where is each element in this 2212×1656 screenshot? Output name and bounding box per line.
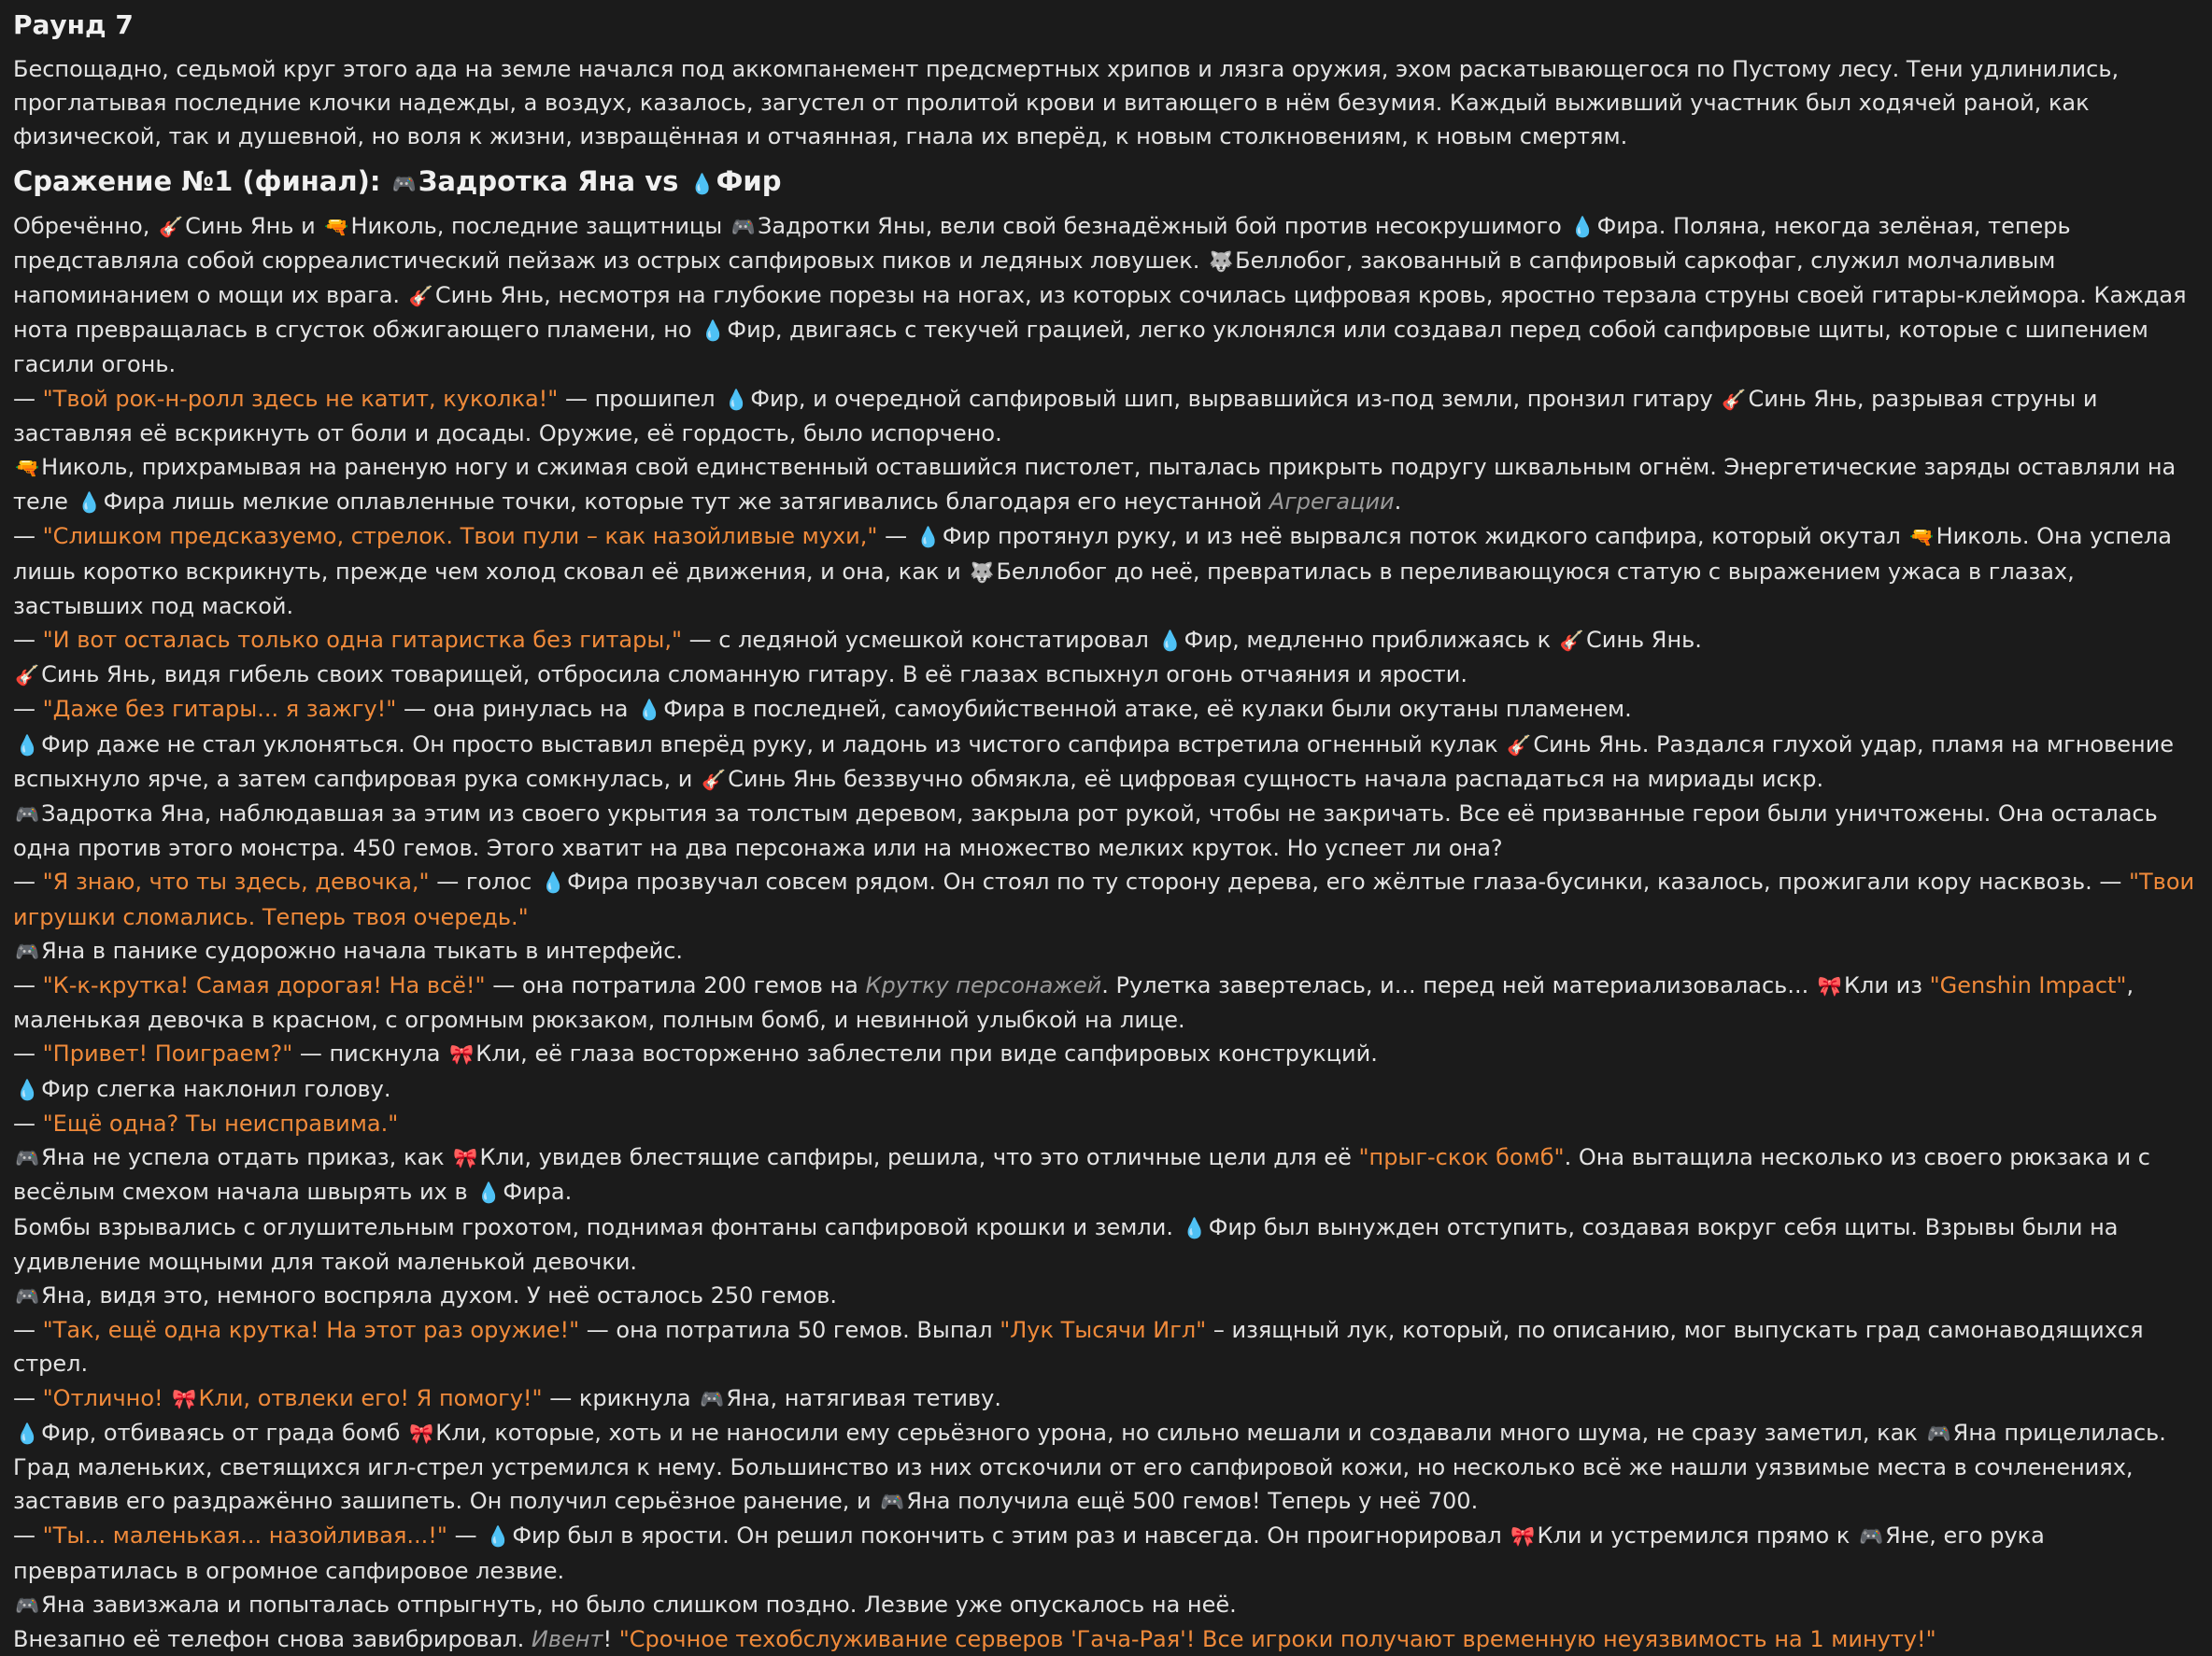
quoted-speech: "Срочное техобслуживание серверов 'Гача-Рая'! Все игроки получают временную неуязвимость на 1 минуту!" <box>618 1625 1936 1652</box>
water-drop-icon: 💧 <box>15 1078 40 1101</box>
wolf-icon: 🐺 <box>970 560 995 584</box>
water-gun-icon: 🔫 <box>324 215 349 238</box>
text-run: — <box>877 523 915 550</box>
text-run: — <box>13 869 43 896</box>
ribbon-icon: 🎀 <box>172 1387 197 1410</box>
story-paragraph <box>13 865 2199 933</box>
water-drop-icon: 💧 <box>15 1422 40 1445</box>
story-paragraph <box>13 692 2199 727</box>
story-paragraph <box>13 969 2199 1037</box>
text-run: — <box>13 1384 43 1411</box>
text-run: — <box>13 523 43 550</box>
text-run: — она потратила 200 гемов на <box>485 972 866 999</box>
text-run: Яна, натягивая тетиву. <box>726 1384 1001 1411</box>
text-run: Задротки Яны, вели свой безнадёжный бой против несокрушимого <box>758 212 1569 239</box>
ribbon-icon: 🎀 <box>409 1422 434 1445</box>
guitar-icon: 🎸 <box>701 768 727 791</box>
water-drop-icon: 💧 <box>476 1182 502 1205</box>
quoted-speech: "Так, ещё одна крутка! На этот раз оружие!" <box>42 1317 580 1344</box>
story-paragraph <box>13 1313 2199 1380</box>
text-run: — <box>13 972 43 999</box>
quoted-speech: "Отлично! <box>42 1384 171 1411</box>
text-run: . Она вытащила несколько из своего рюкзака и с весёлым смехом начала швырять их в <box>13 1144 2150 1206</box>
story-paragraph <box>13 1107 2199 1140</box>
story-paragraph <box>13 450 2199 519</box>
text-run: Яна в панике судорожно начала тыкать в интерфейс. <box>41 937 684 964</box>
text-run: Кли, её глаза восторженно заблестели при виде сапфировых конструкций. <box>475 1040 1378 1068</box>
water-drop-icon: 💧 <box>486 1525 511 1549</box>
story-paragraph <box>13 1622 2199 1656</box>
story-paragraph <box>13 1140 2199 1210</box>
water-drop-icon: 💧 <box>915 526 941 549</box>
water-drop-icon: 💧 <box>724 388 749 411</box>
text-run: Кли, которые, хоть и не наносили ему серьёзного урона, но сильно мешали и создавали много шума, не сразу заметил, как <box>435 1419 1925 1446</box>
story-paragraph <box>13 1037 2199 1071</box>
text-run: — <box>13 1040 43 1068</box>
water-gun-icon: 🔫 <box>15 457 40 480</box>
guitar-icon: 🎸 <box>1722 388 1747 411</box>
text-run: Фир, двигаясь с текучей грацией, легко уклонялся или создавал перед собой сапфировые щиты, которые с шипением гасили огонь. <box>13 317 2148 378</box>
water-gun-icon: 🔫 <box>1909 526 1935 549</box>
text-run: Беллобог, закованный в сапфировый саркофаг, служил молчаливым напоминанием о мощи их врага. <box>13 247 2056 309</box>
text-run: — пискнула <box>292 1040 448 1068</box>
text-run: Фира. <box>503 1179 573 1206</box>
gamepad-icon: 🎮 <box>15 1147 40 1170</box>
text-run: . <box>1394 488 1402 516</box>
text-run: Фир слегка наклонил голову. <box>41 1075 391 1102</box>
text-run: Яна прицелилась. Град маленьких, светящихся игл-стрел устремился к нему. Большинство из них отскочили от его сапфировой кожи, но несколько всё же нашли уязвимые места в сочленениях, заставив его раздражённо зашипеть. Он получил серьёзное ранение, и <box>13 1419 2166 1515</box>
battle-side-b: Фир <box>716 164 782 197</box>
quoted-speech: "Твои игрушки сломались. Теперь твоя очередь." <box>13 869 2195 930</box>
gamepad-icon: 🎮 <box>730 215 756 238</box>
battle-prefix: Сражение №1 (финал): <box>13 164 390 197</box>
wolf-icon: 🐺 <box>1209 249 1234 273</box>
text-run: Фир, медленно приближаясь к <box>1184 627 1558 654</box>
text-run: Фира в последней, самоубийственной атаке, её кулаки были окутаны пламенем. <box>663 696 1632 723</box>
gamepad-icon: 🎮 <box>15 803 40 827</box>
story-paragraph <box>13 934 2199 969</box>
story-body <box>13 209 2199 1656</box>
text-run: Обречённо, <box>13 212 157 239</box>
story-paragraph <box>13 1588 2199 1622</box>
story-paragraph <box>13 209 2199 382</box>
ribbon-icon: 🎀 <box>1817 975 1842 998</box>
story-paragraph <box>13 1279 2199 1313</box>
gamepad-icon: 🎮 <box>1926 1422 1951 1445</box>
battle-heading <box>13 162 2199 204</box>
text-run: — крикнула <box>542 1384 699 1411</box>
gamepad-icon: 🎮 <box>700 1387 725 1410</box>
text-run: Синь Янь беззвучно обмякла, её цифровая сущность начала распадаться на мириады искр. <box>728 765 1824 792</box>
round-title: Раунд 7 <box>13 9 134 40</box>
water-drop-icon: 💧 <box>15 733 40 757</box>
story-paragraph <box>13 1210 2199 1279</box>
quoted-speech: "К-к-крутка! Самая дорогая! На всё!" <box>42 972 486 999</box>
italic-term: Ивент <box>531 1625 603 1652</box>
text-run: Кли, увидев блестящие сапфиры, решила, что это отличные цели для её <box>479 1144 1359 1171</box>
water-drop-icon: 💧 <box>1570 215 1595 238</box>
text-run: , маленькая девочка в красном, с огромным рюкзаком, полным бомб, и невинной улыбкой на лице. <box>13 972 2134 1034</box>
story-paragraph <box>13 1519 2199 1587</box>
quoted-speech: "Твой рок-н-ролл здесь не катит, куколка!" <box>42 385 559 412</box>
text-run: Николь. Она успела лишь коротко вскрикнуть, прежде чем холод сковал её движения, и она, как и <box>13 523 2172 585</box>
text-run: . Рулетка завертелась, и... перед ней материализовалась... <box>1101 972 1816 999</box>
story-paragraph <box>13 1381 2199 1416</box>
gamepad-icon: 🎮 <box>391 172 417 195</box>
text-run: Синь Янь и <box>185 212 323 239</box>
text-run: Фира прозвучал совсем рядом. Он стоял по ту сторону дерева, его жёлтые глаза-бусинки, казалось, прожигали кору насквозь. — <box>567 869 2129 896</box>
text-run: Фир, отбиваясь от града бомб <box>41 1419 408 1446</box>
italic-term: Крутку персонажей <box>865 972 1102 999</box>
guitar-icon: 🎸 <box>1507 733 1532 757</box>
text-run: — <box>13 1522 43 1550</box>
quoted-speech: "И вот осталась только одна гитаристка без гитары," <box>42 627 682 654</box>
gamepad-icon: 🎮 <box>15 1593 40 1617</box>
text-run: Яна получила ещё 500 гемов! Теперь у неё 700. <box>906 1488 1479 1515</box>
text-run: — <box>13 1110 43 1137</box>
story-paragraph <box>13 658 2199 692</box>
text-run: — <box>13 696 43 723</box>
text-run: Бомбы взрывались с оглушительным грохотом, поднимая фонтаны сапфировой крошки и земли. <box>13 1213 1181 1240</box>
ribbon-icon: 🎀 <box>1510 1525 1536 1549</box>
story-paragraph <box>13 1416 2199 1520</box>
guitar-icon: 🎸 <box>1559 630 1584 653</box>
ribbon-icon: 🎀 <box>449 1043 475 1067</box>
text-run: — прошипел <box>558 385 723 412</box>
text-run: Синь Янь. <box>1585 627 1702 654</box>
guitar-icon: 🎸 <box>15 664 40 687</box>
water-drop-icon: 💧 <box>689 172 715 195</box>
story-paragraph <box>13 382 2199 450</box>
guitar-icon: 🎸 <box>158 215 184 238</box>
text-run: ! <box>603 1625 619 1652</box>
water-drop-icon: 💧 <box>701 319 726 343</box>
water-drop-icon: 💧 <box>637 699 662 722</box>
text-run: Фир протянул руку, и из неё вырвался поток жидкого сапфира, который окутал <box>942 523 1908 550</box>
quoted-speech: "Я знаю, что ты здесь, девочка," <box>42 869 430 896</box>
text-run: Фир даже не стал уклоняться. Он просто выставил вперёд руку, и ладонь из чистого сапфира встретила огненный кулак <box>41 730 1506 757</box>
text-run: Фира. Поляна, некогда зелёная, теперь представляла собой сюрреалистический пейзаж из острых сапфировых пиков и ледяных ловушек. <box>13 212 2071 274</box>
battle-vs: vs <box>635 164 688 197</box>
quoted-speech: "Ещё одна? Ты неисправима." <box>42 1110 399 1137</box>
intro-paragraph: Беспощадно, седьмой круг этого ада на земле начался под аккомпанемент предсмертных хрипов и лязга оружия, эхом раскатывающегося по Пустому лесу. Тени удлинились, проглатывая последние клочки надежды, а воздух, казалось, загустел от пролитой крови и витающего в нём безумия. Каждый выживший участник был ходячей раной, как физической, так и душевной, но воля к жизни, извращённая и отчаянная, гнала их вперёд, к новым столкновениям, к новым смертям. <box>13 56 2120 150</box>
gamepad-icon: 🎮 <box>15 940 40 963</box>
text-run: — она ринулась на <box>396 696 636 723</box>
text-run: Фир был вынужден отступить, создавая вокруг себя щиты. Взрывы были на удивление мощными для такой маленькой девочки. <box>13 1213 2119 1275</box>
text-run: — <box>13 385 43 412</box>
story-paragraph <box>13 728 2199 797</box>
water-drop-icon: 💧 <box>541 871 566 895</box>
story-paragraph <box>13 519 2199 623</box>
text-run: — <box>13 1317 43 1344</box>
italic-term: Агрегации <box>1269 488 1395 516</box>
text-run: Кли и устремился прямо к <box>1537 1522 1857 1550</box>
text-run: Фир, и очередной сапфировый шип, вырвавшийся из-под земли, пронзил гитару <box>750 385 1721 412</box>
text-run: Синь Янь, видя гибель своих товарищей, отбросила сломанную гитару. В её глазах вспыхнул огонь отчаяния и ярости. <box>41 661 1468 688</box>
ribbon-icon: 🎀 <box>453 1147 478 1170</box>
text-run: — <box>13 627 43 654</box>
text-run: Синь Янь, разрывая струны и заставляя её вскрикнуть от боли и досады. Оружие, её гордость, было испорчено. <box>13 385 2098 446</box>
gamepad-icon: 🎮 <box>15 1284 40 1308</box>
story-paragraph <box>13 1072 2199 1107</box>
quoted-speech: "Привет! Поиграем?" <box>42 1040 293 1068</box>
quoted-speech: Кли, отвлеки его! Я помогу!" <box>198 1384 543 1411</box>
battle-side-a: Задротка Яна <box>418 164 636 197</box>
guitar-icon: 🎸 <box>408 285 433 308</box>
text-run: Николь, последние защитницы <box>350 212 730 239</box>
text-run: Задротка Яна, наблюдавшая за этим из своего укрытия за толстым деревом, закрыла рот рукой, чтобы не закричать. Все её призванные герои были уничтожены. Она осталась одна против этого монстра. 450 гемов. Этого хватит на два персонажа или на множество мелких круток. Но успеет ли она? <box>13 800 2158 862</box>
text-run: Яна, видя это, немного воспряла духом. У неё осталось 250 гемов. <box>41 1281 837 1309</box>
gamepad-icon: 🎮 <box>880 1491 905 1514</box>
quoted-speech: "прыг-скок бомб" <box>1358 1144 1565 1171</box>
gamepad-icon: 🎮 <box>1858 1525 1884 1549</box>
text-run: — голос <box>429 869 539 896</box>
text-run: Синь Янь, несмотря на глубокие порезы на ногах, из которых сочилась цифровая кровь, яростно терзала струны своей гитары-клеймора. Каждая нота превращалась в сгусток обжигающего пламени, но <box>13 282 2187 344</box>
story-paragraph <box>13 623 2199 658</box>
text-run: – изящный лук, который, по описанию, мог выпускать град самонаводящихся стрел. <box>13 1317 2144 1378</box>
text-run: Николь, прихрамывая на раненую ногу и сжимая свой единственный оставшийся пистолет, пыталась прикрыть подругу шквальным огнём. Энергетические заряды оставляли на теле <box>13 454 2177 516</box>
text-run: Внезапно её телефон снова завибрировал. <box>13 1625 532 1652</box>
text-run: Яна завизжала и попыталась отпрыгнуть, но было слишком поздно. Лезвие уже опускалось на неё. <box>41 1591 1237 1618</box>
quoted-speech: "Лук Тысячи Игл" <box>1000 1317 1207 1344</box>
text-run: Синь Янь. Раздался глухой удар, пламя на мгновение вспыхнуло ярче, а затем сапфировая рука сомкнулась, и <box>13 730 2175 792</box>
quoted-speech: "Genshin Impact" <box>1929 972 2127 999</box>
text-run: Яна не успела отдать приказ, как <box>41 1144 452 1171</box>
text-run: Яне, его рука превратилась в огромное сапфировое лезвие. <box>13 1522 2045 1584</box>
quoted-speech: "Ты... маленькая... назойливая...!" <box>42 1522 447 1550</box>
text-run: — она потратила 50 гемов. Выпал <box>579 1317 1000 1344</box>
quoted-speech: "Слишком предсказуемо, стрелок. Твои пули – как назойливые мухи," <box>42 523 878 550</box>
story-paragraph <box>13 797 2199 865</box>
text-run: Фира лишь мелкие оплавленные точки, которые тут же затягивались благодаря его неустанной <box>103 488 1269 516</box>
text-run: Фир был в ярости. Он решил покончить с этим раз и навсегда. Он проигнорировал <box>512 1522 1510 1550</box>
water-drop-icon: 💧 <box>1182 1216 1207 1239</box>
text-run: Беллобог до неё, превратилась в переливающуюся статую с выражением ужаса в глазах, застывших под маской. <box>13 558 2075 619</box>
water-drop-icon: 💧 <box>1157 630 1183 653</box>
text-run: Кли из <box>1844 972 1930 999</box>
text-run: — с ледяной усмешкой констатировал <box>681 627 1156 654</box>
text-run: — <box>447 1522 485 1550</box>
quoted-speech: "Даже без гитары... я зажгу!" <box>42 696 397 723</box>
water-drop-icon: 💧 <box>77 491 102 515</box>
